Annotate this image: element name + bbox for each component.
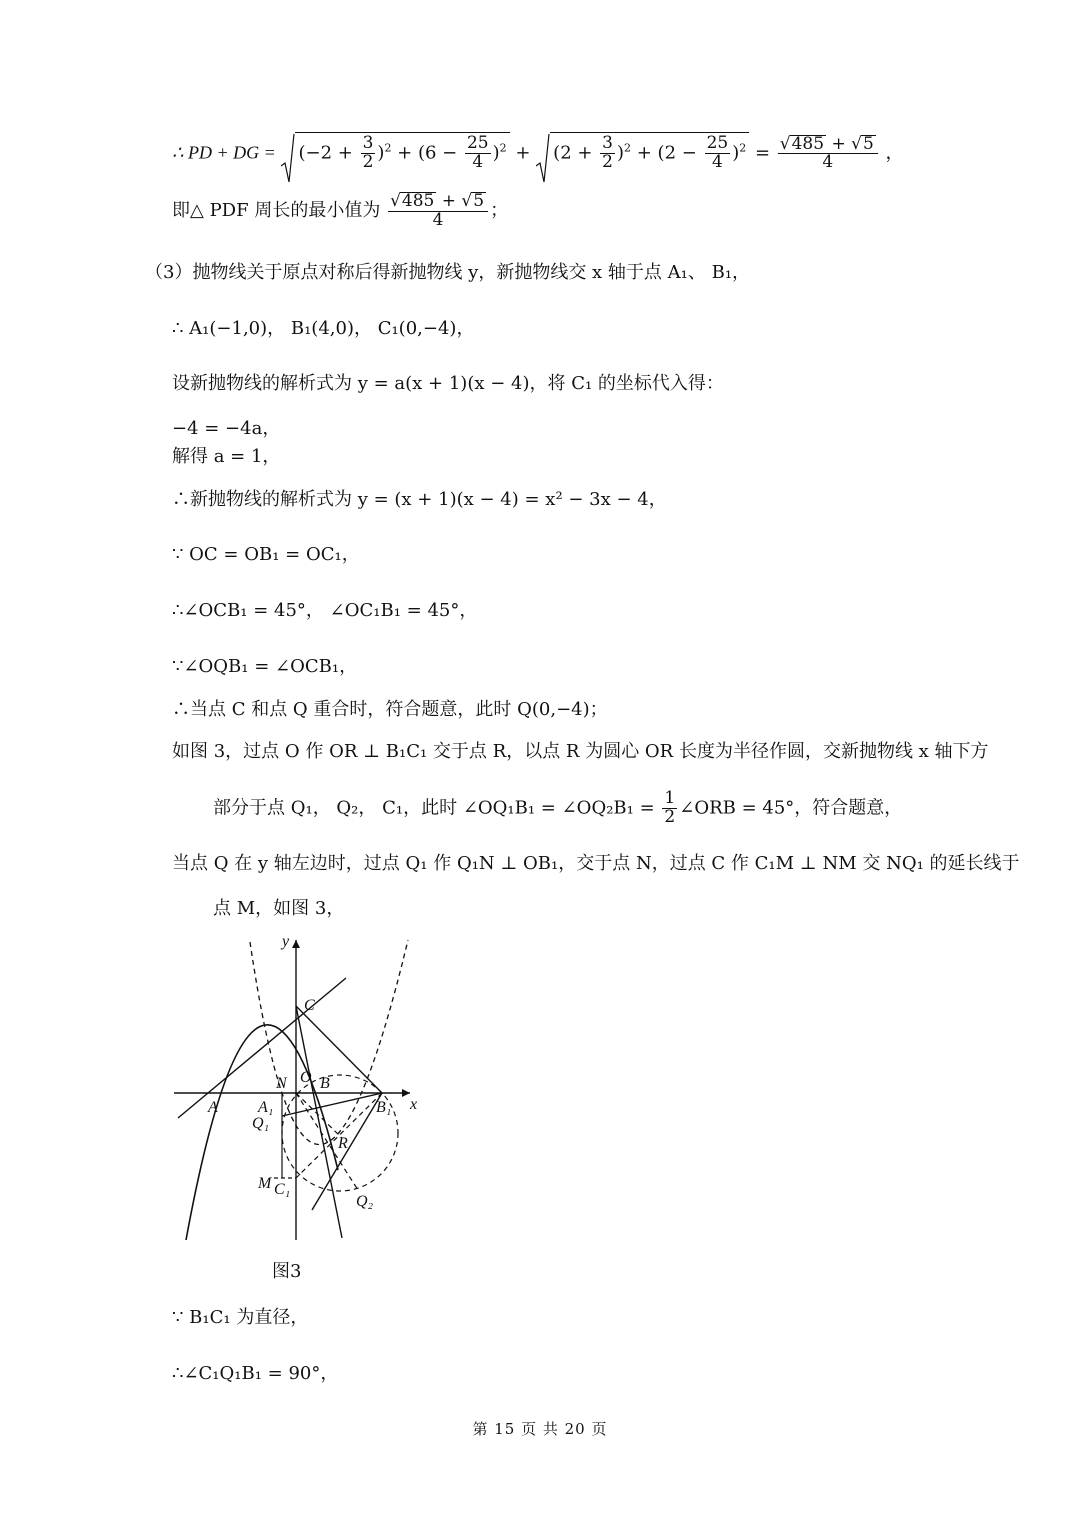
x-axis-arrow xyxy=(402,1089,410,1097)
oqb-line: ∵∠OQB₁ = ∠OCB₁， xyxy=(172,656,358,677)
fig3-line-a: 如图 3，过点 O 作 OR ⊥ B₁C₁ 交于点 R，以点 R 为圆心 OR 长度为半径作圆，交新抛物线 x 轴下方 xyxy=(172,741,989,762)
label-a1: A₁ xyxy=(258,1099,274,1116)
leftside-line-a: 当点 Q 在 y 轴左边时，过点 Q₁ 作 Q₁N ⊥ OB₁，交于点 N，过点 C 作 C₁M ⊥ NM 交 NQ₁ 的延长线于 xyxy=(172,853,1020,874)
label-x: x xyxy=(410,1096,418,1113)
line-c-q xyxy=(296,1006,342,1238)
perimeter-fraction: $\frac{√485 + √5}{4}$ xyxy=(388,192,488,230)
label-a: A xyxy=(208,1099,218,1116)
label-r: R xyxy=(338,1135,348,1152)
equation-line: −4 = −4a， xyxy=(172,418,281,439)
figure-caption: 图3 xyxy=(272,1261,302,1282)
perimeter-min-line: 即△ PDF 周长的最小值为 $\frac{√485 + √5}{4}$ ； xyxy=(172,191,509,230)
label-c1: C₁ xyxy=(274,1181,291,1198)
sqrt-term-1: (−2 + $\frac{3}{2}$ )$^2$ + (6 − $\frac{25}{4}$ )$^2$ xyxy=(281,132,509,172)
diameter-line: ∵ B₁C₁ 为直径， xyxy=(172,1307,309,1328)
formula-line: ∴新抛物线的解析式为 y = (x + 1)(x − 4) = x² − 3x − 4， xyxy=(172,489,667,510)
label-q1: Q₁ xyxy=(252,1115,270,1132)
label-y: y xyxy=(282,933,290,950)
figure-3 xyxy=(170,928,440,1250)
line-ac xyxy=(178,978,346,1118)
label-c: C xyxy=(304,997,315,1014)
line-q1-b1 xyxy=(282,1093,382,1116)
setup-line: 设新抛物线的解析式为 y = a(x + 1)(x − 4)，将 C₁ 的坐标代入得： xyxy=(172,373,724,394)
part3-intro: （3）抛物线关于原点对称后得新抛物线 y，新抛物线交 x 轴于点 A₁、 B₁， xyxy=(145,262,751,283)
points-line: ∴ A₁(−1,0)， B₁(4,0)， C₁(0,−4)， xyxy=(172,318,475,339)
label-n: N xyxy=(276,1075,287,1092)
angles45-line: ∴∠OCB₁ = 45°， ∠OC₁B₁ = 45°， xyxy=(172,600,478,621)
original-parabola xyxy=(186,1025,338,1240)
label-q2: Q₂ xyxy=(356,1193,374,1210)
pd-dg-equation: ∴ PD + DG = (−2 + $\frac{3}{2}$ )$^2$ + (6 − $\frac{25}{4}$ )$^2$ + (2 + $\frac{3}{2}$ )$^2$ + (2 − $\frac{25}{4}$ )$^2$ = $\frac{√485 + √5}{4}$ ， xyxy=(172,132,904,172)
half-fraction: $\frac{1}{2}$ xyxy=(664,788,676,827)
coincide-line: ∴当点 C 和点 Q 重合时，符合题意，此时 Q(0,−4)； xyxy=(172,699,608,720)
y-axis-arrow xyxy=(292,940,300,948)
sqrt-term-2: (2 + $\frac{3}{2}$ )$^2$ + (2 − $\frac{25}{4}$ )$^2$ xyxy=(536,132,749,172)
leftside-line-b: 点 M，如图 3， xyxy=(213,898,345,919)
result-fraction: $\frac{√485 + √5}{4}$ xyxy=(778,135,878,173)
dashed-o-q2 xyxy=(296,1093,358,1190)
dashed-o-r xyxy=(296,1093,342,1138)
fig3-line-b: 部分于点 Q₁， Q₂， C₁，此时 ∠OQ₁B₁ = ∠OQ₂B₁ = $\frac{1}{2}$ ∠ORB = 45°，符合题意， xyxy=(213,788,903,827)
label-o: O xyxy=(300,1069,312,1086)
label-m: M xyxy=(258,1175,272,1192)
oc-line: ∵ OC = OB₁ = OC₁， xyxy=(172,544,360,565)
angle90-line: ∴∠C₁Q₁B₁ = 90°， xyxy=(172,1363,339,1384)
label-b: B xyxy=(320,1075,330,1092)
solve-line: 解得 a = 1， xyxy=(172,446,281,467)
label-b1: B₁ xyxy=(376,1099,392,1116)
page-footer: 第 15 页 共 20 页 xyxy=(472,1420,608,1438)
